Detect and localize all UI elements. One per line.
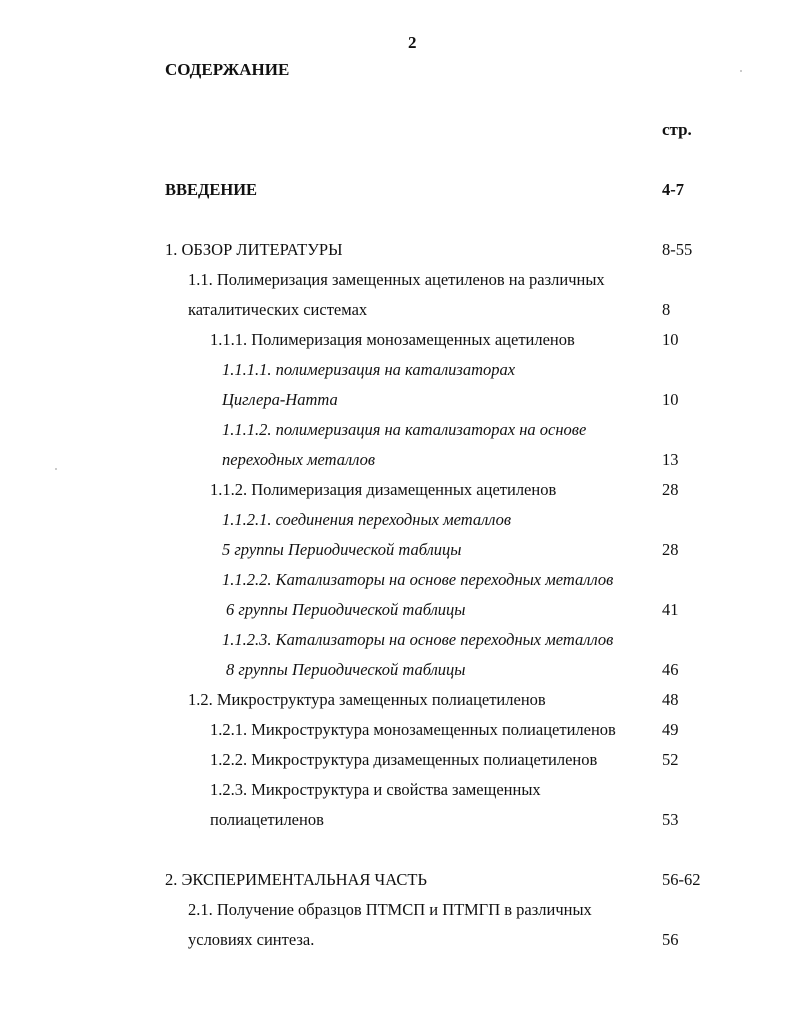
- toc-entry: [0, 330, 793, 354]
- toc-entry: [0, 180, 793, 204]
- toc-entry: [0, 570, 793, 594]
- toc-entry-title: 1.1.2.1. соединения переходных металлов: [222, 510, 512, 529]
- toc-entry-page: 28: [662, 480, 679, 499]
- toc-entry-title: переходных металлов: [222, 450, 376, 469]
- toc-entry-title: 1.2. Микроструктура замещенных полиацетиленов: [188, 690, 546, 709]
- toc-entry-title: 5 группы Периодической таблицы: [222, 540, 462, 559]
- toc-entry-page: 28: [662, 540, 679, 559]
- toc-entry-page: 48: [662, 690, 679, 709]
- toc-entry: [0, 600, 793, 624]
- toc-entry-title: 2.1. Получение образцов ПТМСП и ПТМГП в различных: [188, 900, 592, 919]
- toc-entry-title: 1.2.1. Микроструктура монозамещенных полиацетиленов: [210, 720, 616, 739]
- toc-entry-title: 1.1.1. Полимеризация монозамещенных ацетиленов: [210, 330, 575, 349]
- toc-entry-page: 56-62: [662, 870, 701, 889]
- toc-entry-page: 10: [662, 390, 679, 409]
- toc-entry-title: условиях синтеза.: [188, 930, 315, 949]
- toc-entry-page: 10: [662, 330, 679, 349]
- toc-entry: [0, 240, 793, 264]
- toc-entry: [0, 390, 793, 414]
- toc-entry-title: 1.1.1.2. полимеризация на катализаторах на основе: [222, 420, 587, 439]
- scan-speck: [740, 70, 742, 72]
- toc-entry-title: 6 группы Периодической таблицы: [226, 600, 466, 619]
- toc-entry-page: 46: [662, 660, 679, 679]
- toc-entry-page: 53: [662, 810, 679, 829]
- toc-entry: [0, 510, 793, 534]
- toc-entry: [0, 300, 793, 324]
- scan-speck: [55, 468, 57, 470]
- toc-entry: [0, 540, 793, 564]
- toc-entry-page: 56: [662, 930, 679, 949]
- toc-entry-title: полиацетиленов: [210, 810, 324, 829]
- toc-entry: [0, 480, 793, 504]
- page-column-label: стр.: [662, 120, 692, 139]
- toc-entry: [0, 810, 793, 834]
- toc-entry-page: 4-7: [662, 180, 684, 199]
- contents-heading: СОДЕРЖАНИЕ: [165, 60, 290, 79]
- toc-entry: [0, 780, 793, 804]
- toc-entry: [0, 420, 793, 444]
- toc-entry-title: Циглера-Натта: [222, 390, 338, 409]
- toc-entry-page: 41: [662, 600, 679, 619]
- toc-entry-title: 1.1.2.3. Катализаторы на основе переходных металлов: [222, 630, 614, 649]
- toc-entry-title: ВВЕДЕНИЕ: [165, 180, 258, 199]
- toc-entry-page: 8: [662, 300, 671, 319]
- toc-entry-title: 2. ЭКСПЕРИМЕНТАЛЬНАЯ ЧАСТЬ: [165, 870, 427, 889]
- toc-entry-title: 1.1.2. Полимеризация дизамещенных ацетиленов: [210, 480, 557, 499]
- toc-entry-title: 1.1.1.1. полимеризация на катализаторах: [222, 360, 516, 379]
- toc-entry: [0, 870, 793, 894]
- toc-entry-title: 1.2.2. Микроструктура дизамещенных полиацетиленов: [210, 750, 598, 769]
- toc-entry: [0, 360, 793, 384]
- toc-entry: [0, 930, 793, 954]
- toc-entry-page: 49: [662, 720, 679, 739]
- toc-entry-title: 8 группы Периодической таблицы: [226, 660, 466, 679]
- toc-entry-page: 52: [662, 750, 679, 769]
- toc-entry-title: 1.2.3. Микроструктура и свойства замещенных: [210, 780, 541, 799]
- toc-entry-title: 1.1.2.2. Катализаторы на основе переходных металлов: [222, 570, 614, 589]
- toc-entry: [0, 720, 793, 744]
- toc-entry: [0, 270, 793, 294]
- toc-entry: [0, 660, 793, 684]
- page-number: 2: [408, 33, 417, 52]
- toc-entry: [0, 630, 793, 654]
- toc-entry: [0, 690, 793, 714]
- toc-entry-title: 1.1. Полимеризация замещенных ацетиленов на различных: [188, 270, 605, 289]
- toc-entry-title: каталитических системах: [188, 300, 368, 319]
- toc-entry: [0, 750, 793, 774]
- toc-entry-page: 8-55: [662, 240, 693, 259]
- toc-entry-title: 1. ОБЗОР ЛИТЕРАТУРЫ: [165, 240, 343, 259]
- toc-entry-page: 13: [662, 450, 679, 469]
- toc-entry: [0, 900, 793, 924]
- toc-entry: [0, 450, 793, 474]
